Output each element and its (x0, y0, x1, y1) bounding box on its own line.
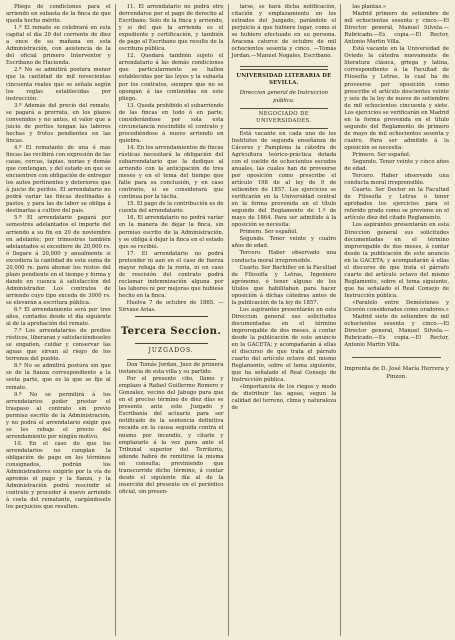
paragraph: 10. En el caso de que los arrendatarios no cumplan la obligación de pago en los términos consignados, podrán los Administradores exigirle por la vía de apremio el pago y la fianza, y la Administración podrá rescindir el contrato y proceder á nuevo arriendo á costa del rematante, cargándosele los perjuicios que resulten. (6, 440, 111, 511)
paragraph: Por el presente cito, llamo y emplazo á Rafael Guillermo Romero y Gonzalez, vecino del Jabugo para que en el preciso término de diez días se presente ante este Juzgado y Escribanía del actuario para ser notificado de la sentencia definitiva recaida en la causa seguida contra el mismo por incendio, y citarle y emplazarle á la vez para ante el Tribunal superior del Territorio, adonde habrá de remitirse la misma en consulta; previniendo que transcurrido dicho término, á contar desde el siguiente día al de la inserción del presente en el periódico oficial, sin presen- (118, 376, 224, 495)
paragraph: 16. El arrendatario no podrá variar en la manera de dejar la finca, sin permiso escrito de la Administración, y se obliga á dejar la finca en el estado que se recibió. (118, 215, 224, 250)
paragraph: Madrid primero de setiembre de mil ochocientos sesenta y cinco.—El Director general, Manuel Silvela.—Rubricado.—Es copia.—El Rector, Antonio Martin Villa. (344, 11, 449, 46)
section-title: Tercera Seccion. (120, 326, 222, 338)
paragraph: 3.ª Además del precio del remate, se pagará a prorrata, en los plazos convenidos y no antes, el valor que a juicio de peritos tengan las labores hechas y frutos pendientes en las fincas. (6, 102, 111, 144)
paragraph: 12. Quedará también sujeto el arrendatario á las demás condiciones que particularmente se hallen establecidas por las leyes y la subasta por los contratos, siempre que no se opongan á las contenidas en este pliego. (118, 53, 224, 102)
rule (240, 66, 329, 67)
paragraph: Los aspirantes presentarán en esta Direccion general sus solicitudes documentadas en el término improrogable de dos meses, á contar desde la publicación de este anuncio en la GACETA; y acompañarán á ellas el discurso de que trata el párrafo cuarto del artículo octavo del mismo Reglamento, sobre el tema siguiente, que ha señalado el Real Consejo de Instrucción pública. (231, 306, 337, 384)
paragraph: 8.ª No se admitirá postura sin que se de la fianza correspondiente a la sesta parte, que es la que se fije al remate. (6, 363, 111, 391)
universidad-heading: UNIVERSIDAD LITERARIA DE SEVILLA. (236, 73, 332, 87)
paragraph: 13. Queda prohibido el subarriendo de las fincas en todo ó en parte, considerándose por sola esta circunstancia rescindido el contrato y procediéndose á nuevo arriendo en quiebra. (118, 102, 224, 144)
paragraph: 15. El pago de la contribución es de cuenta del arrendatario. (118, 201, 224, 215)
section-subtitle: JUZGADOS. (148, 347, 194, 355)
paragraph: 1.ª El remate se celebrará en esta capital el día 20 del corriente de diez a once de su mañana en esta Administración, con asistencia de la del oficial primero Interventor y Escribano de Hacienda. (6, 25, 111, 67)
imprint-footer: Imprenta de D. José María Herrera y Pinzon. (344, 366, 449, 380)
section-divider (135, 343, 208, 344)
paragraph: 5.ª El arrendatario pagará por semestres adelantados el importe del arriendo a su fin en 20 de noviembre en adelante; por trimestres también adelantados si excediere de 20,000 rs. ó llegare á 20,000 y anualmente si excediera la cantidad de esta suma de 20,000 rs. para abonar los restos del plazo pendiente en el tiempo y forma y dando en cuenca á satisfacción del Administrador. Los contratos de arriendo cuyo tipo exceda de 3000 rs. se elevarán a escritura pública. (6, 215, 111, 306)
paragraph: «Paralelo entre Demóstenes y Cicerón considerados como oradores.» (344, 299, 449, 314)
paragraph: Los aspirantes presentarán en esta Direccion general sus solicitudes documentadas en el término improrogable de dos meses, á contar desde la publicación de este anuncio en la GACETA; y acompañarán á ellas el discurso de que trata el párrafo cuarto del artículo octavo del mismo Reglamento, sobre el tema siguiente, que ha señalado el Real Consejo de Instrucción pública. (344, 222, 449, 299)
paragraph: Tercero. Haber observado una conducta moral irreprensible. (231, 250, 337, 264)
paragraph: 2.ª No se admitirá postura menor que la cantidad de mil novecientas cincuenta reales que se señala según los reglas establecidas por instrucción. (6, 67, 111, 102)
column-4 (340, 4, 449, 636)
rule (240, 108, 329, 109)
rule (240, 69, 329, 70)
paragraph: Está vacante en cada uno de los Institutos de segunda enseñanza de Cáceres y Pamplona la cátedra de Agricultura teórico-práctica dotada con el sueldo de ochocientos escudos anuales, las cuales han de proveerse por oposición como prescribe el artículo 198 de al ley de 9 de setiembre de 1857. Los ejercicios se verificarán en la Universidad central en la forma prevenida en el título segundo del Reglamento de 1.º de mayo de 1864. Para ser admitido á la oposición se necesita: (231, 130, 337, 229)
rule (240, 128, 329, 129)
paragraph: tarse, se hará dicha notificación, citación y emplazamiento en los estrados del Juzgado, parándole el perjuicio á que hubiere lugar, como si se hubiere efectuado en su persona. Aracena catorce de octubre de mil ochocientos sesenta y cinco. —Tomás Jordan.—Manuel Nogales, Escribano. (231, 4, 337, 60)
paragraph: Primero. Ser español. (352, 151, 411, 158)
column-1 (6, 4, 111, 636)
paragraph: Tercero. Haber observado una conducta moral irreprensible. (344, 173, 449, 187)
negociado-heading: NEGOCIADO DE UNIVERSIDADES. (256, 110, 312, 124)
paragraph: Madrid siete de setiembre de mil ochocientos sesenta y cinco.—El Director general, Manuel Silvela.—Rubricado.—Es copia.—El Rector, Antonio Martin Villa. (344, 314, 449, 349)
paragraph: 14. En los arrendamientos de fincas rústicas necesitará la obligación del subarrendatario que la dedique al arriendo con la anticipación de tres meses y en el tema del tiempo que falte para su conclusión, y en caso contrario, si se considerará que continua por la tácita. (118, 144, 224, 201)
paragraph: las plantas.» (352, 4, 387, 10)
paragraph: Segundo. Tener veinte y cuatro años de edad. (231, 236, 337, 250)
paragraph: 7.ª Los arrendatarios de predios rústicos, liberaran y satisfaciéndoseles se engañen, cuidar y conservar las aguas que sirvan al riego de los terrenos del pueblo. (6, 328, 111, 363)
rule (352, 357, 441, 358)
paragraph: 4.ª El rematante de una ó mas fincas las recibirá con expresión de las casas, cercas, tapias, norias y demás que contengan, y del estado en que se encuentren con obligación de entregar los autos pertinentes y deteriores que á juicio de peritos. El arrendatario no podrá variar las fincas destinadas á pastos, y para las de labor se obliga á destinarlas á cultivo del pais. (6, 144, 111, 215)
rule (127, 359, 216, 360)
paragraph: Segundo. Tener veinte y cinco años de edad. (344, 159, 449, 173)
paragraph: 9.ª No se permitirá á los arrendatarios poder prestar el traspaso al contrato sin previo permiso escrito de la Administración, y no podrá el arrendatario exigir que se les rebaje el precio del arrendamiento por ningún motivo. (6, 391, 111, 440)
paragraph: Está vacante en la Universidad de Oviedo la cátedra nuevamente de literatura clásica, griega y latina, correspondiente á la Facultad de Filosofía y Letras, la cual ha de proveerse por oposición como prescribe el artículo doscientos veinte y seis de la ley de nueve de setiembre de mil ochocientos cincuenta y siete. Los ejercicios se verificarán en Madrid en la forma prevenida en el título segundo del Reglamento de primero de mayo de mil ochocientos sesenta y cuatro. Para ser admitido á la oposición se necesita: (344, 46, 449, 151)
paragraph: 6.ª El arrendamiento será por tres años, contados desde el día siguiente al de la aprobación del remate. (6, 307, 111, 328)
paragraph: Cuarto. Ser Doctor en la Facultad de Filosofía y Letras ó tener aprobados los ejercicios para el referido grado como se previene en el artículo diez del citado Reglamento. (344, 187, 449, 222)
paragraph: «Importancia de los riegos y modo de distribuir las aguas, segun la calidad del terreno, clima y naturaleza de (231, 384, 337, 412)
paragraph: Pliego de condiciones para el arriendo en subasta de la finca de que queda hecho mérito. (6, 4, 111, 25)
paragraph: Huelva 7 de octubre de 1865. —Sirvase Arias. (118, 299, 224, 314)
section-divider (135, 316, 208, 317)
column-2 (115, 4, 224, 636)
paragraph: Cuarto. Ser Bachiller en la Facultad de Filosofía y Letras, Ingeniero agrónomo, ó tener alguno de los títulos que habilitaban para hacer oposición á dichas cátedras antes de la publicación de la ley de 1857. (231, 264, 337, 306)
column-3 (228, 4, 337, 636)
paragraph: 11. El arrendatario no podrá otro derrendarse por el pago de derecho al Escribano. Solo de la finca y arriendo, y si del que la arrienda es el expediente y certificación, y también de pago al Escribano que resulte de la escritura pública. (118, 4, 224, 53)
paragraph: Primero. Ser español. (239, 229, 298, 236)
direccion-heading: Direccion general de Instruccion pública. (239, 90, 329, 104)
paragraph: Don Tomás Jordan, Juez de primera instancia de esta villa y su partido. (118, 362, 224, 376)
paragraph: 17. El arrendatario no podrá pretender ni aun en el caso de fuerza mayor rebaja de la renta, ni en caso de rescisión del contrato podrá reclamar indemnización alguna por las labores ni por mejoras que hubiese hecho en la finca. (118, 250, 224, 299)
